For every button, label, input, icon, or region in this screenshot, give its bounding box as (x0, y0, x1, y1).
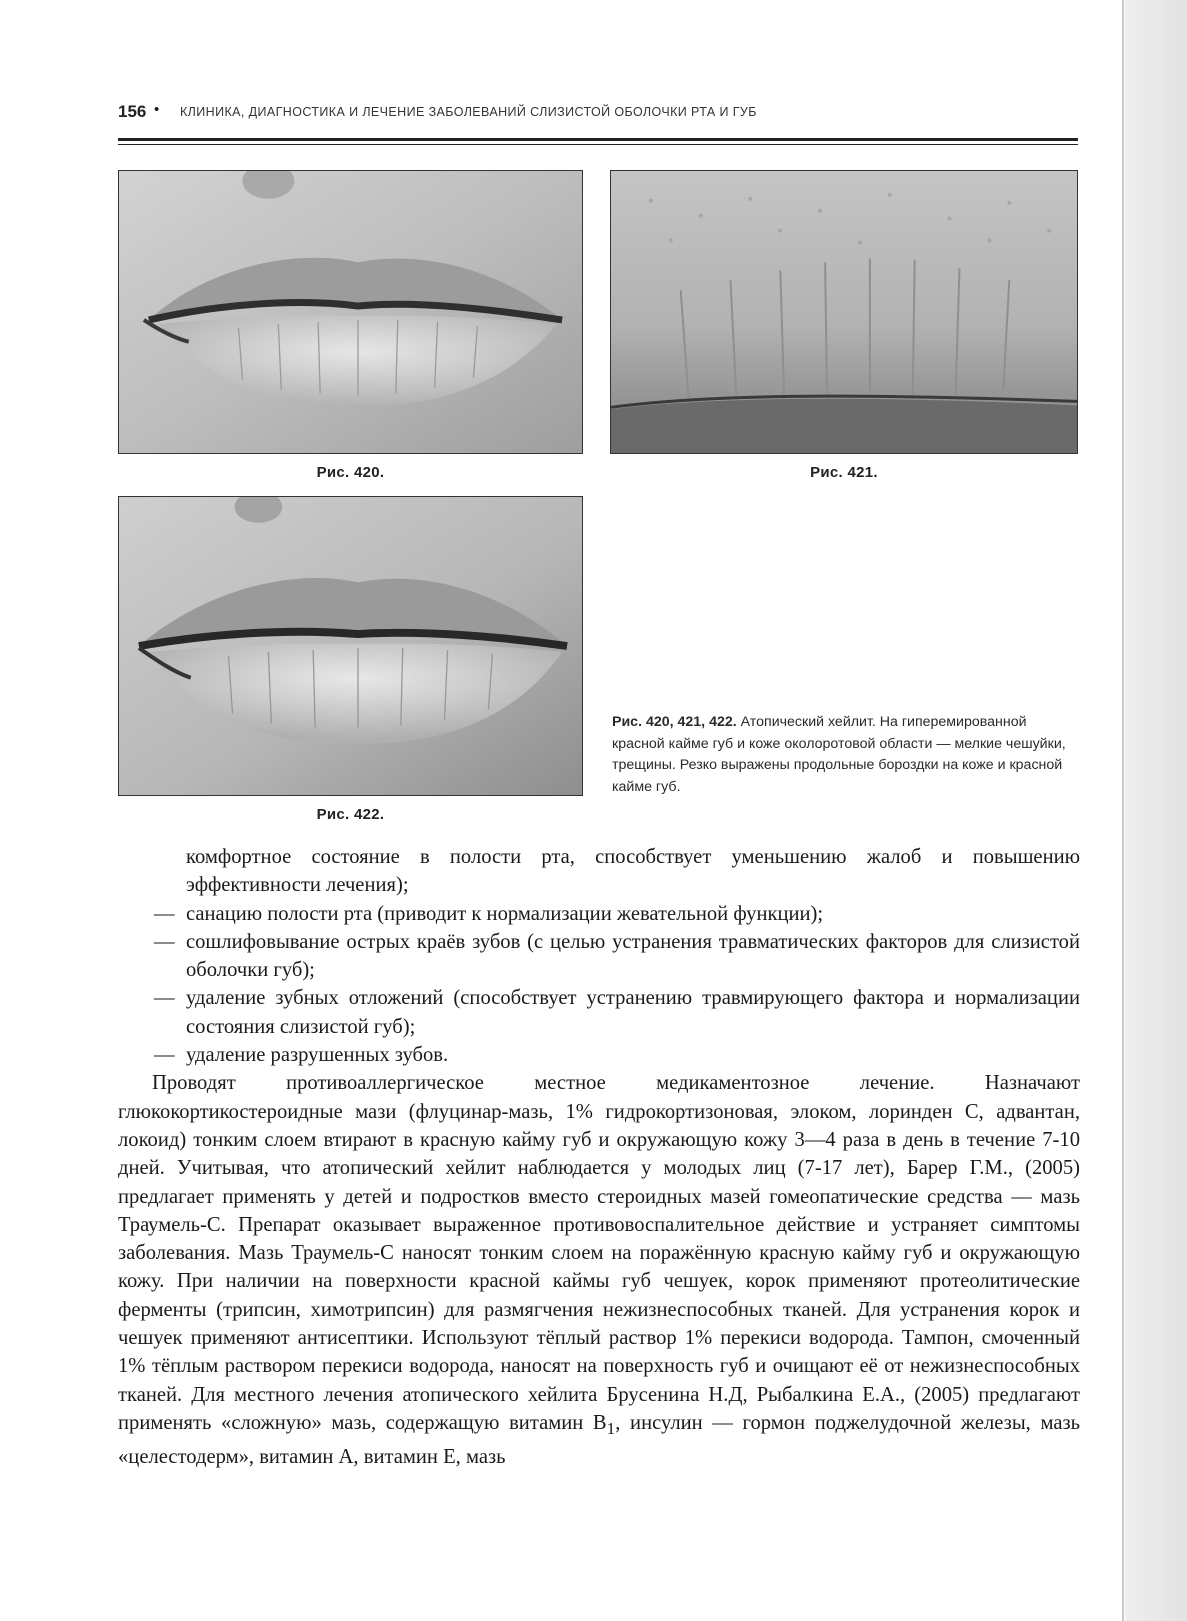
figure-420-photo (118, 170, 583, 454)
running-title: КЛИНИКА, ДИАГНОСТИКА И ЛЕЧЕНИЕ ЗАБОЛЕВАНИЙ СЛИЗИСТОЙ ОБОЛОЧКИ РТА И ГУБ (180, 105, 757, 119)
list-item (118, 984, 1080, 1041)
paragraph-text-2: , инсулин — гормон поджелудочной железы, мазь «целестодерм», витамин А, витамин Е, мазь (118, 1411, 1081, 1469)
list-dash: — (154, 987, 175, 1010)
legend-text: Атопический хейлит. На гиперемированной красной кайме губ и коже околоротовой области — мелкие чешуйки, трещины. Резко выражены продольные бороздки на коже и красной кайме губ. (612, 714, 1066, 795)
page-edge-shadow (1125, 0, 1187, 1621)
continuation-paragraph: комфортное состояние в полости рта, способствует уменьшению жалоб и повышению эффективности лечения); (186, 846, 1080, 897)
list-item-text: санацию полости рта (приводит к нормализации жевательной функции); (186, 902, 824, 925)
list-dash: — (154, 1044, 175, 1067)
figure-legend (612, 712, 1082, 798)
page-number: 156 (118, 102, 147, 121)
header-bullet: • (154, 101, 160, 118)
header-rule-thin (118, 144, 1078, 145)
list-item (118, 1041, 1080, 1069)
figure-420-label: Рис. 420. (316, 464, 385, 481)
list-item-text: удаление разрушенных зубов. (186, 1044, 449, 1067)
body-text (118, 843, 1080, 1472)
page-edge-line (1122, 0, 1124, 1621)
figure-421-photo (610, 170, 1078, 454)
legend-lead: Рис. 420, 421, 422. (612, 714, 737, 730)
figure-422-label: Рис. 422. (316, 806, 385, 823)
list-item-text: удаление зубных отложений (способствует устранению травмирующего фактора и нормализации состояния слизистой губ); (186, 987, 1080, 1038)
running-header (118, 102, 1078, 128)
figure-422-photo (118, 496, 583, 796)
list-dash: — (154, 930, 175, 953)
treatment-paragraph (118, 1069, 1080, 1471)
header-rule-thick (118, 138, 1078, 141)
vitamin-subscript: 1 (606, 1419, 616, 1439)
list-item (118, 900, 1080, 928)
list-dash: — (154, 902, 175, 925)
list-item-text: сошлифовывание острых краёв зубов (с целью устранения травматических факторов для слизистой оболочки губ); (186, 930, 1080, 982)
figure-421-label: Рис. 421. (810, 464, 878, 481)
paragraph-text-1: Проводят противоаллергическое местное медикаментозное лечение. Назначают глюкокортикостероидные мази (флуцинар-мазь, 1% гидрокортизоновая, элоком, лоринден С, адвантан, локоид) тонким слоем втирают в красную кайму губ и окружающую кожу 3—4 раза в день в течение 7-10 дней. Учитывая, что атопический хейлит наблюдается у молодых лиц (7-17 лет), Барер Г.М., (2005) предлагает применять у детей и подростков вместо стероидных мазей гомеопатические средства — мазь Траумель-С. Препарат оказывает выраженное противовоспалительное действие и устраняет симптомы заболевания. Мазь Траумель-С наносят тонким слоем на поражённую красную кайму губ и окружающую кожу. При наличии на поверхности красной каймы губ чешуек, корок применяют протеолитические ферменты (трипсин, химотрипсин) для размягчения нежизнеспособных тканей. Для устранения корок и чешуек применяют антисептики. Используют тёплый раствор 1% перекиси водорода. Тампон, смоченный 1% тёплым раствором перекиси водорода, наносят на поверхность губ и очищают её от нежизнеспособных тканей. Для местного лечения атопического хейлита Брусенина Н.Д, Рыбалкина Е.А., (2005) предлагают применять «сложную» мазь, содержащую витамин В (118, 1072, 1080, 1434)
list-item (118, 928, 1080, 985)
